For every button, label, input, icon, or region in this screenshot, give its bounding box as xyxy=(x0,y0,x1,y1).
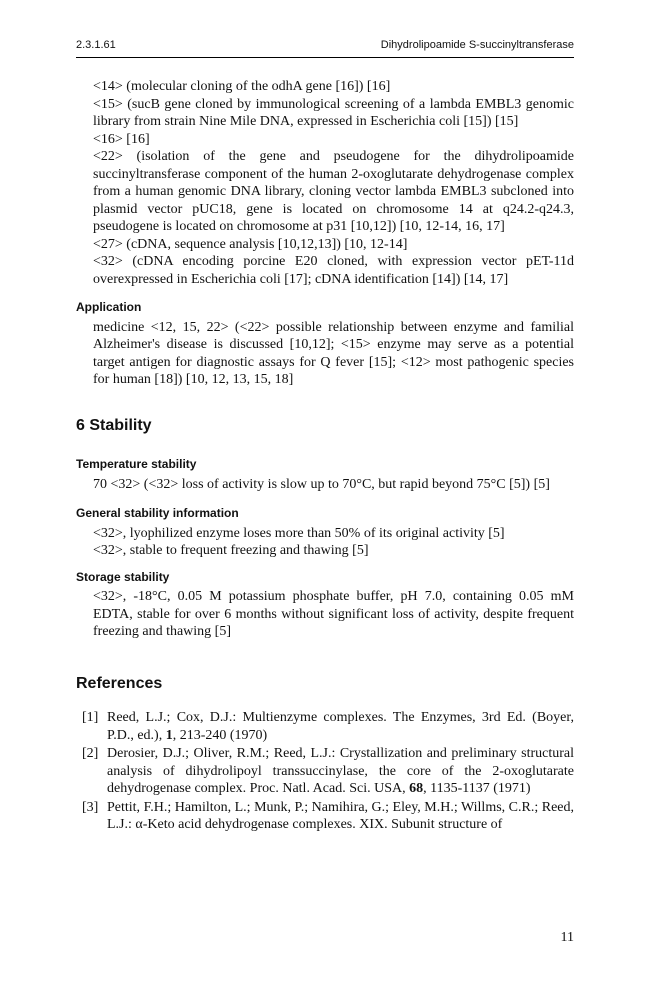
storage-stability-entry: <32>, -18°C, 0.05 M potassium phosphate buffer, pH 7.0, containing 0.05 mM EDTA, stable for over 6 months without significant loss of activity, despite frequent freezing and thawing [5] xyxy=(93,589,574,639)
reference-pages: , 213-240 (1970) xyxy=(172,727,268,743)
reference-item xyxy=(76,709,574,744)
temperature-stability-entry: 70 <32> (<32> loss of activity is slow up to 70°C, but rapid beyond 75°C [5]) [5] xyxy=(93,476,550,492)
header-enzyme-name: Dihydrolipoamide S-succinyltransferase xyxy=(380,39,574,51)
running-header xyxy=(76,37,574,58)
stability-section-heading: 6 Stability xyxy=(76,416,152,434)
reference-pages: , 1135-1137 (1971) xyxy=(423,781,531,796)
general-stability-heading: General stability information xyxy=(76,506,239,520)
page-number: 11 xyxy=(560,930,574,945)
reference-number: [2] xyxy=(82,746,99,761)
reference-text: Reed, L.J.; Cox, D.J.: Multienzyme complexes. The Enzymes, 3rd Ed. (Boyer, P.D., ed.), xyxy=(107,710,574,743)
reference-item xyxy=(76,745,574,798)
reference-volume: 1 xyxy=(165,727,173,743)
header-section-number: 2.3.1.61 xyxy=(76,39,116,51)
cloning-entry: <15> (sucB gene cloned by immunological screening of a lambda EMBL3 genomic library from strain Nine Mile DNA, expressed in Escherichia coli [15]) [15] xyxy=(93,96,574,129)
references-list xyxy=(76,709,574,834)
reference-volume: 68 xyxy=(409,781,424,796)
cloning-entry: <14> (molecular cloning of the odhA gene [16]) [16] xyxy=(93,79,391,94)
application-text: medicine <12, 15, 22> (<22> possible relationship between enzyme and familial Alzheimer's disease is discussed [10,12]; <15> enzyme may serve as a potential target antigen for diagnostic assays for Q fever [15]; <12> most pathogenic species for human [18]) [10, 12, 13, 15, 18] xyxy=(93,319,574,387)
cloning-entry: <27> (cDNA, sequence analysis [10,12,13]) [10, 12-14] xyxy=(93,236,408,252)
page-content xyxy=(76,78,574,835)
storage-stability-entries xyxy=(93,588,574,641)
cloning-entry: <16> [16] xyxy=(93,131,150,147)
temperature-stability-entries xyxy=(93,476,574,494)
general-stability-entry: <32>, stable to frequent freezing and thawing [5] xyxy=(93,543,369,558)
reference-text: Pettit, F.H.; Hamilton, L.; Munk, P.; Namihira, G.; Eley, M.H.; Willms, C.R.; Reed, L.J.: α-Keto acid dehydrogenase complexes. XIX. Subunit structure of xyxy=(107,799,574,832)
application-heading: Application xyxy=(76,300,142,314)
cloning-entries xyxy=(93,78,574,288)
temperature-stability-heading: Temperature stability xyxy=(76,457,197,471)
general-stability-entry: <32>, lyophilized enzyme loses more than 50% of its original activity [5] xyxy=(93,525,505,541)
reference-text: Derosier, D.J.; Oliver, R.M.; Reed, L.J.: Crystallization and preliminary structural analysis of dihydrolipoyl transsuccinylase, the core of the 2-oxoglutarate dehydrogenase complex. Proc. Natl. Acad. Sci. USA, xyxy=(107,746,574,796)
reference-item xyxy=(76,799,574,834)
cloning-entry: <32> (cDNA encoding porcine E20 cloned, with expression vector pET-11d overexpressed in Escherichia coli [17]; cDNA identification [14]) [14, 17] xyxy=(93,254,574,287)
general-stability-entries xyxy=(93,525,574,560)
application-entries xyxy=(93,319,574,389)
storage-stability-heading: Storage stability xyxy=(76,569,170,584)
cloning-entry: <22> (isolation of the gene and pseudogene for the dihydrolipoamide succinyltransferase component of the human 2-oxoglutarate dehydrogenase complex from a human genomic DNA library, cloning vector lambda EMBL3 subcloned into plasmid vector pUC18, gene is located on chromosome 14 at q24.2-q24.3, pseudogene is located on chromosome at p31 [10,12]) [10, 12-14, 16, 17] xyxy=(93,149,574,234)
reference-number: [3] xyxy=(82,799,99,815)
references-heading: References xyxy=(76,674,163,692)
reference-number: [1] xyxy=(82,710,99,725)
